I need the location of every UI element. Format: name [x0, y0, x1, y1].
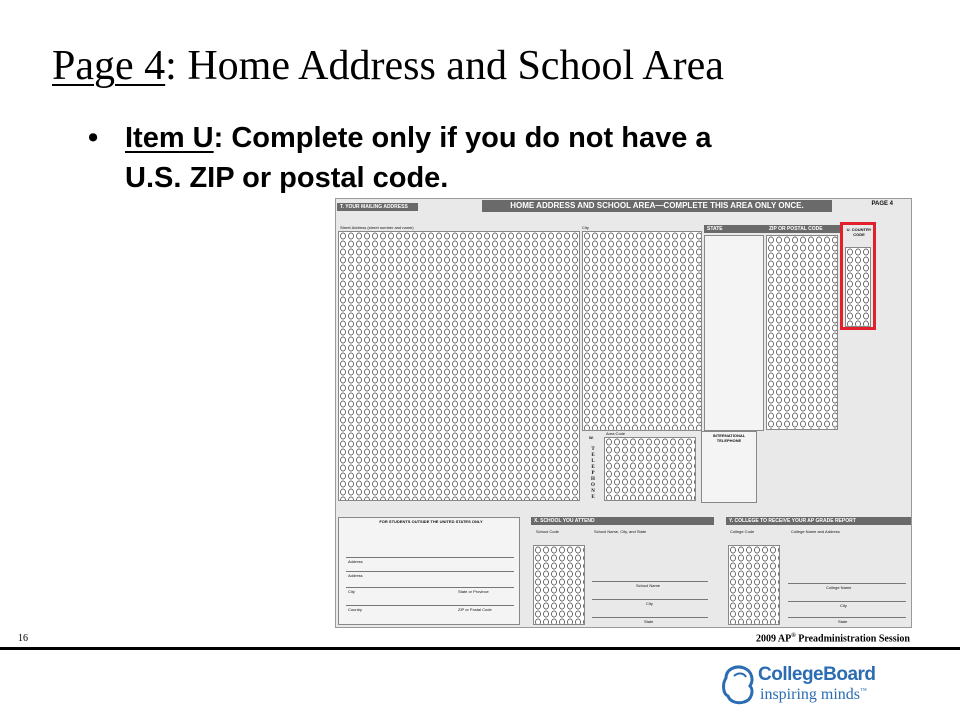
- bullet-instruction: : Complete only if you do not have a U.S. ZIP or postal code.: [125, 122, 712, 194]
- logo-wordmark: CollegeBoard: [758, 664, 876, 685]
- bullet-item-label: Item U: [125, 122, 214, 154]
- bullet-item-u: [88, 118, 748, 198]
- school-code-bubble-grid: [533, 545, 585, 625]
- city-label: City: [582, 225, 589, 230]
- logo-tagline: [760, 686, 867, 704]
- address-line-1: [346, 557, 514, 558]
- school-city-label: City: [646, 601, 653, 606]
- bullet-dot: •: [88, 122, 99, 154]
- school-city-line: [592, 599, 708, 600]
- college-name-label: College Name: [826, 585, 852, 590]
- title-page-number: Page 4: [52, 43, 166, 89]
- country-label: Country: [348, 607, 363, 612]
- acorn-logo-icon: [720, 664, 756, 708]
- section-x-header: X. SCHOOL YOU ATTEND: [531, 517, 714, 525]
- school-name-label: School Name: [636, 583, 661, 588]
- country-code-highlight-box: [840, 222, 876, 330]
- college-code-bubble-grid: [728, 545, 780, 625]
- area-code-label: Area Code: [606, 431, 626, 436]
- college-name-address-label: College Name and Address: [791, 529, 840, 534]
- street-label: Street Address (street number and name): [340, 225, 414, 230]
- slide-title: [52, 40, 724, 92]
- title-text: : Home Address and School Area: [165, 43, 724, 89]
- logo-tagline-text: inspiring minds: [760, 686, 861, 703]
- section-v-header: FOR STUDENTS OUTSIDE THE UNITED STATES ONLY: [379, 519, 483, 524]
- session-year: 2009 AP: [755, 633, 792, 645]
- school-name-line: [592, 581, 708, 582]
- form-page-label: PAGE 4: [871, 201, 893, 207]
- footer-rule: [0, 647, 960, 650]
- session-name: Preadministration Session: [795, 633, 910, 645]
- logo-trademark: ™: [860, 686, 867, 695]
- state-province-label: State or Province: [458, 589, 489, 594]
- registered-mark: ®: [791, 633, 796, 639]
- telephone-bubble-grid: [604, 437, 696, 501]
- zip-bubble-grid: [766, 235, 838, 430]
- collegeboard-logo: [720, 662, 890, 710]
- college-state-line: [788, 617, 906, 618]
- school-code-label: School Code: [536, 529, 559, 534]
- college-code-label: College Code: [730, 529, 755, 534]
- college-name-line: [788, 583, 906, 584]
- country-line: [346, 605, 514, 606]
- section-t-header: T. YOUR MAILING ADDRESS: [337, 203, 418, 211]
- section-w-label: W.: [589, 435, 594, 440]
- session-footer: [756, 633, 910, 644]
- international-telephone-label: INTERNATIONAL TELEPHONE: [712, 433, 746, 443]
- city-province-line: [346, 587, 514, 588]
- answer-sheet-page4-image: [335, 198, 912, 628]
- address-1-label: Address: [348, 559, 363, 564]
- bullet-text: [125, 118, 748, 198]
- telephone-vertical-label: [590, 447, 598, 501]
- college-city-label: City: [840, 603, 847, 608]
- state-header: STATE: [704, 225, 767, 233]
- city-province-label: City: [348, 589, 355, 594]
- zip-header: ZIP OR POSTAL CODE: [766, 225, 841, 233]
- zip-postal-label: ZIP or Postal Code: [458, 607, 492, 612]
- city-bubble-grid: [582, 231, 702, 431]
- section-y-header: Y. COLLEGE TO RECEIVE YOUR AP GRADE REPORT: [726, 517, 912, 525]
- country-code-label: U. COUNTRY CODE: [846, 227, 872, 237]
- school-state-line: [592, 617, 708, 618]
- street-address-bubble-grid: [338, 231, 580, 501]
- telephone-letters: TELEPHONE: [591, 447, 595, 500]
- slide-number: 16: [18, 633, 28, 644]
- school-state-label: State: [644, 619, 654, 624]
- state-list-panel: [704, 235, 764, 431]
- form-header: HOME ADDRESS AND SCHOOL AREA—COMPLETE THIS AREA ONLY ONCE.: [482, 200, 832, 212]
- address-2-label: Address: [348, 573, 363, 578]
- address-line-2: [346, 571, 514, 572]
- school-name-city-state-label: School Name, City, and State: [594, 529, 647, 534]
- college-city-line: [788, 601, 906, 602]
- college-state-label: State: [838, 619, 848, 624]
